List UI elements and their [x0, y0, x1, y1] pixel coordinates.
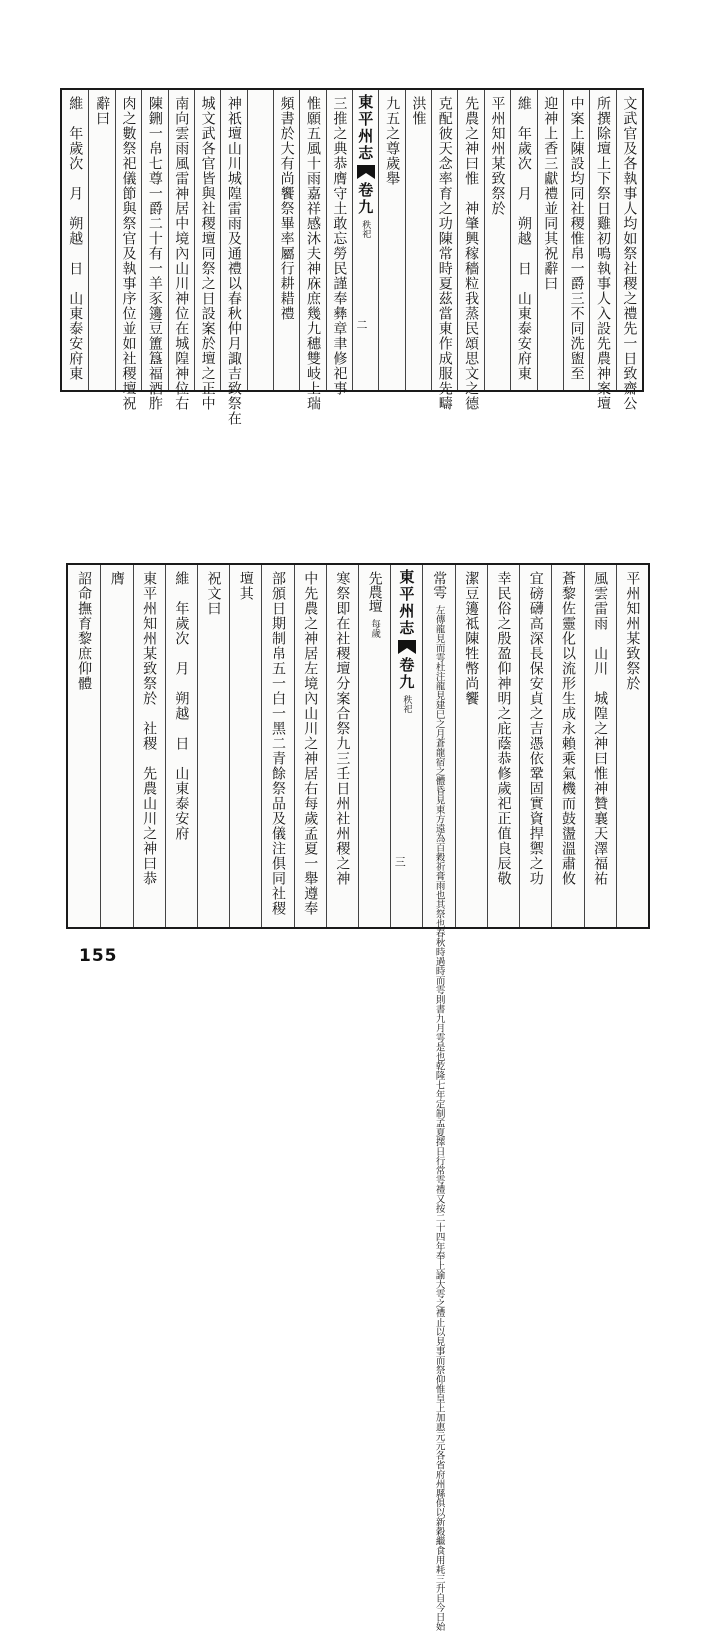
- column-text: 部頒日期制帛五一白一黑二青餘祭品及儀注俱同社稷: [269, 571, 286, 916]
- text-column: [62, 90, 88, 390]
- column-text: 神祇壇山川城隍雷雨及通禮以春秋仲月諏吉致祭在: [225, 96, 242, 426]
- volume-label: 卷九: [397, 657, 416, 691]
- column-text: 維 年歲次 月 朔越 日 山東泰安府: [173, 571, 190, 841]
- page-number: 155: [79, 946, 118, 966]
- folio-number: 三: [393, 856, 407, 867]
- column-text: 祝文曰: [205, 571, 222, 616]
- text-column: [519, 565, 551, 927]
- text-column: [115, 90, 141, 411]
- text-column: [616, 565, 648, 927]
- section-label: 秩祀: [360, 220, 371, 238]
- text-column: [133, 565, 165, 927]
- column-text: 文武官及各執事人均如祭社稷之禮先一日致齋公: [621, 96, 638, 411]
- column-text: 迎神上香三獻禮並同其祝辭曰: [542, 96, 559, 291]
- folio-number: 二: [355, 319, 369, 330]
- column-text: 中案上陳設均同社稷惟帛一爵三不同洗盥至: [568, 96, 585, 381]
- center-banner: [390, 565, 422, 927]
- text-column: [294, 565, 326, 927]
- fishtail-ornament-icon: [356, 164, 376, 180]
- annotated-column: [359, 565, 390, 927]
- text-column: [229, 565, 261, 927]
- text-column: [405, 90, 431, 390]
- column-text: 辭曰: [94, 96, 111, 126]
- text-column: [168, 90, 194, 411]
- column-text: 寒祭即在社稷壇分案合祭九三壬日州社州稷之神: [334, 571, 351, 886]
- text-column: [431, 90, 457, 411]
- text-column: [358, 565, 390, 927]
- column-text: 潔豆籩祗陳牲幣尚饗: [463, 571, 480, 706]
- text-column: [484, 90, 510, 390]
- column-text: 先農之神曰惟 神肇興稼穡粒我蒸民頌思文之德: [463, 96, 480, 411]
- column-text: 膺: [108, 571, 125, 586]
- column-text: 東平州知州某致祭於 社稷 先農山川之神曰恭: [141, 571, 158, 886]
- text-column: [299, 90, 325, 411]
- text-column: [197, 565, 229, 927]
- heading-text: 常雩: [431, 571, 448, 599]
- annotation-text: 左傳龍見而雩杜注龍見建巳之月蒼龍宿之體昏見東方遠為百穀祈膏雨也其祭也春秋時過時而雩則書九月雩是也乾隆七年定制孟夏擇日行常雩禮又按二十四年奉上諭大雩之禮止以見事而祭仰惟皇上加惠元元各省府州縣俱以新穀繼食用耗三升自今日始: [433, 605, 445, 1631]
- text-column: [194, 90, 220, 411]
- annotation-text: 每歲: [369, 619, 381, 638]
- column-text: 三推之典恭膺守土敢忘勞民謹奉彝章聿修祀事: [331, 96, 348, 396]
- text-column: [616, 90, 642, 411]
- text-column: [326, 90, 352, 396]
- column-text: 頻書於大有尚饗祭畢率屬行耕耤禮: [278, 96, 295, 321]
- upper-page-columns: [62, 90, 642, 426]
- heading-text: 先農壇: [366, 571, 383, 613]
- text-column: [455, 565, 487, 927]
- center-banner: [352, 90, 378, 390]
- text-column: [261, 565, 293, 927]
- annotated-column: [423, 565, 454, 1631]
- book-title: 東平州志: [356, 94, 375, 162]
- column-text: 幸民俗之殷盈仰神明之庇蔭恭修歲祀正值良辰敬: [495, 571, 512, 886]
- column-text: 壇其: [237, 571, 254, 601]
- column-text: 平州知州某致祭於: [624, 571, 641, 691]
- text-column: [326, 565, 358, 927]
- fishtail-ornament-icon: [397, 639, 417, 655]
- column-text: 維 年歲次 月 朔越 日 山東泰安府東: [67, 96, 84, 381]
- banner-content: [353, 90, 378, 390]
- text-column: [422, 565, 454, 1631]
- text-column: [378, 90, 404, 390]
- column-text: 肉之數祭祀儀節與祭官及執事序位並如社稷壇祝: [120, 96, 137, 411]
- text-column: [589, 90, 615, 411]
- text-column: [68, 565, 100, 927]
- text-column: [457, 90, 483, 411]
- volume-label: 卷九: [356, 182, 375, 216]
- column-text: 所撰除壇上下祭日雞初鳴執事人入設先農神案壇: [594, 96, 611, 411]
- text-column: [563, 90, 589, 390]
- column-text: 宜磅礴高深長保安貞之吉憑依鞏固實資捍禦之功: [527, 571, 544, 886]
- column-text: 詔命撫育黎庶仰體: [76, 571, 93, 691]
- text-column: [537, 90, 563, 390]
- column-text: 克配彼天念率育之功陳常時夏茲當東作成服先疇: [436, 96, 453, 411]
- column-text: 惟願五風十雨嘉祥感沐夫神庥庶幾九穗雙岐上瑞: [305, 96, 321, 411]
- text-column: [510, 90, 536, 390]
- text-column: [273, 90, 299, 390]
- text-column: [551, 565, 583, 927]
- column-text: 九五之尊歲舉: [384, 96, 401, 186]
- column-text: 洪惟: [410, 96, 427, 126]
- text-column: [165, 565, 197, 927]
- book-title: 東平州志: [397, 569, 416, 637]
- text-column: [100, 565, 132, 927]
- column-text: 城文武各官皆與社稷壇同祭之日設案於壇之正中: [199, 96, 216, 411]
- text-column: [247, 90, 273, 390]
- banner-content: [391, 565, 422, 927]
- text-column: [220, 90, 246, 426]
- column-text: 平州知州某致祭於: [489, 96, 506, 216]
- column-text: 南向雲雨風雷神居中境內山川神位在城隍神位右: [173, 96, 190, 411]
- upper-page-frame: [60, 88, 644, 426]
- column-text: 中先農之神居左境內山川之神居右每歲孟夏一舉遵奉: [302, 571, 319, 916]
- text-column: [88, 90, 114, 390]
- column-text: 維 年歲次 月 朔越 日 山東泰安府東: [515, 96, 532, 381]
- text-column: [584, 565, 616, 927]
- text-column: [487, 565, 519, 927]
- column-text: 陳鉶一帛七尊一爵二十有一羊豕籩豆簠簋福酒胙: [146, 96, 163, 411]
- text-column: [141, 90, 167, 411]
- section-label: 秩祀: [401, 695, 412, 713]
- column-text: 風雲雷雨 山川 城隍之神曰惟神贊襄天澤福祐: [592, 571, 609, 886]
- column-text: 蒼黎佐靈化以流形生成永賴乘氣機而鼓盪溫肅攸: [559, 571, 576, 886]
